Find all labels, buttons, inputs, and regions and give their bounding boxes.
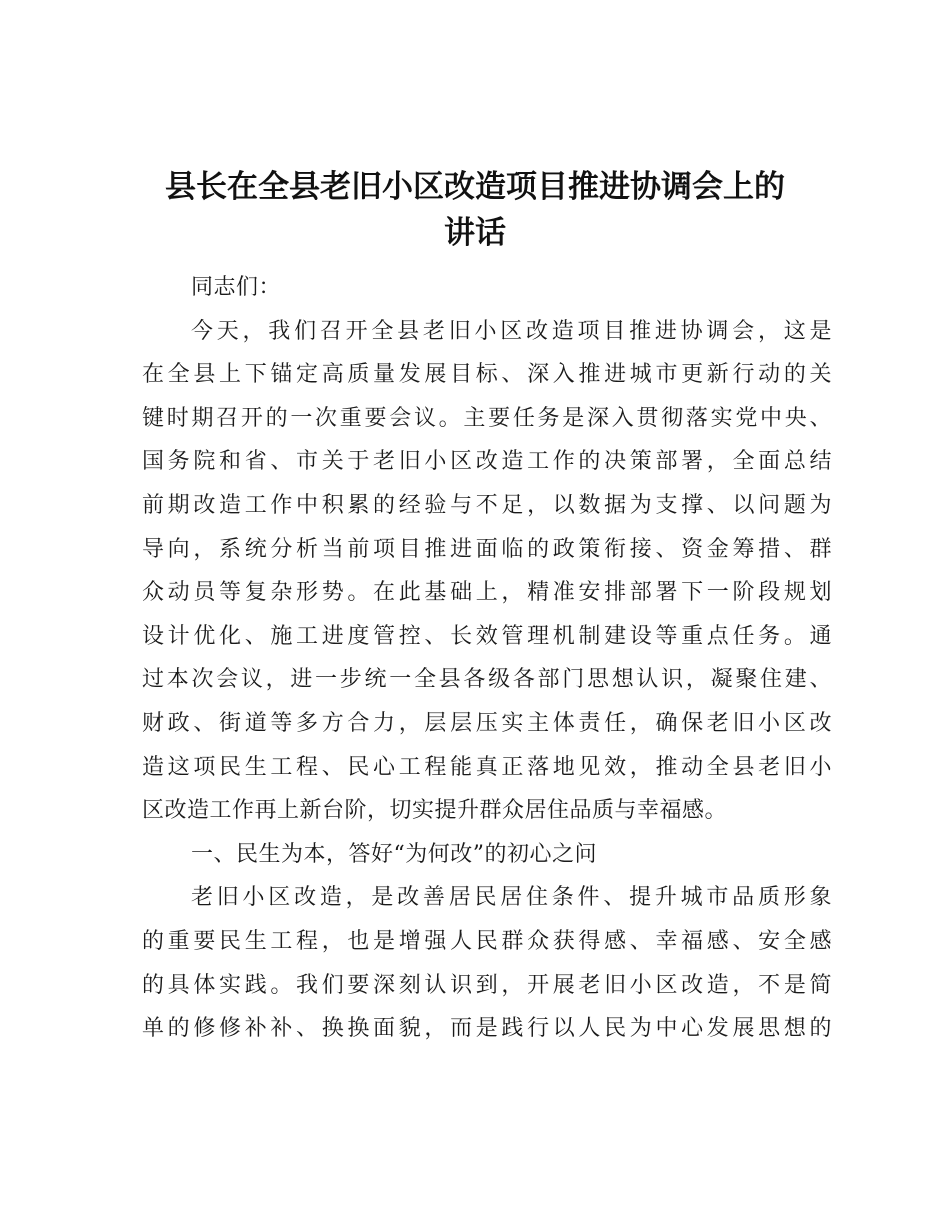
paragraph-line: 众动员等复杂形势。在此基础上，精准安排部署下一阶段规划 bbox=[142, 580, 832, 606]
document-title bbox=[100, 164, 850, 256]
paragraph-opening bbox=[142, 310, 832, 833]
paragraph-line: 老旧小区改造，是改善居民居住条件、提升城市品质形象 bbox=[191, 885, 832, 911]
paragraph-line: 导向，系统分析当前项目推进面临的政策衔接、资金筹措、群 bbox=[142, 536, 832, 562]
document-body bbox=[142, 266, 832, 1051]
paragraph-line: 在全县上下锚定高质量发展目标、深入推进城市更新行动的关 bbox=[142, 362, 832, 388]
paragraph-line: 的具体实践。我们要深刻认识到，开展老旧小区改造，不是简 bbox=[142, 972, 832, 998]
paragraph-line: 单的修修补补、换换面貌，而是践行以人民为中心发展思想的 bbox=[142, 1016, 832, 1042]
paragraph-line: 国务院和省、市关于老旧小区改造工作的决策部署，全面总结 bbox=[142, 449, 832, 475]
title-line-2: 讲话 bbox=[444, 215, 506, 251]
paragraph-line: 键时期召开的一次重要会议。主要任务是深入贯彻落实党中央、 bbox=[142, 405, 832, 431]
paragraph-line: 设计优化、施工进度管控、长效管理机制建设等重点任务。通 bbox=[142, 623, 832, 649]
paragraph-line: 的重要民生工程，也是增强人民群众获得感、幸福感、安全感 bbox=[142, 928, 832, 954]
salutation: 同志们： bbox=[191, 275, 282, 300]
paragraph-line: 过本次会议，进一步统一全县各级各部门思想认识，凝聚住建、 bbox=[142, 667, 832, 693]
paragraph-line: 造这项民生工程、民心工程能真正落地见效，推动全县老旧小 bbox=[142, 754, 832, 780]
paragraph-line: 财政、街道等多方合力，层层压实主体责任，确保老旧小区改 bbox=[142, 710, 832, 736]
paragraph-line: 区改造工作再上新台阶，切实提升群众居住品质与幸福感。 bbox=[142, 798, 728, 824]
section-heading: 一、民生为本，答好“为何改”的初心之问 bbox=[191, 841, 597, 867]
paragraph-line: 前期改造工作中积累的经验与不足，以数据为支撑、以问题为 bbox=[142, 492, 832, 518]
paragraph-section-1 bbox=[142, 876, 832, 1050]
title-line-1: 县长在全县老旧小区改造项目推进协调会上的 bbox=[165, 169, 785, 205]
paragraph-line: 今天，我们召开全县老旧小区改造项目推进协调会，这是 bbox=[191, 318, 832, 344]
